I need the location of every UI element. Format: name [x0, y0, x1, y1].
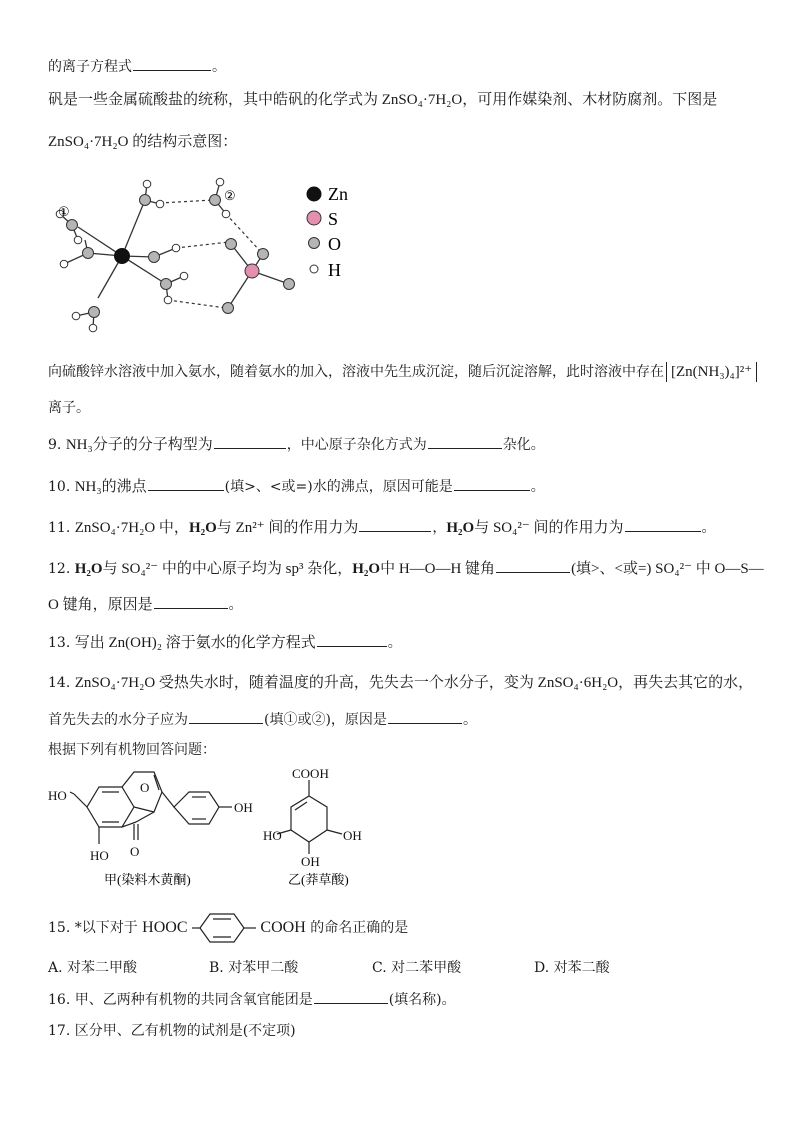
option-a[interactable]: A. 对苯二甲酸 [48, 960, 138, 976]
answer-blank[interactable] [214, 434, 286, 449]
question-12-cont: O 键角，原因是 。 [48, 594, 243, 615]
option-c[interactable]: C. 对二苯甲酸 [372, 960, 462, 976]
marker-2: ② [224, 188, 236, 203]
svg-text:S: S [328, 209, 339, 229]
svg-text:O: O [328, 234, 341, 254]
organic-structures [44, 762, 374, 892]
zinc-atom [114, 248, 130, 264]
organic-intro: 根据下列有机物回答问题： [48, 742, 216, 758]
svg-text:HO: HO [48, 788, 67, 803]
svg-text:COOH: COOH [292, 766, 329, 781]
answer-blank[interactable] [388, 709, 462, 724]
answer-blank[interactable] [314, 989, 388, 1004]
svg-text:OH: OH [301, 854, 320, 869]
answer-blank[interactable] [496, 558, 570, 573]
question-12: 12. H₂O与 SO₄²⁻ 中的中心原子均为 sp³ 杂化，H₂O中 H—O—H 键角 (填>、<或=) SO₄²⁻ 中 O—S— [48, 558, 764, 579]
question-14: 14. ZnSO₄·7H₂O 受热失水时，随着温度的升高，先失去一个水分子，变为 ZnSO₄·6H₂O，再失去其它的水， [48, 675, 754, 691]
option-d[interactable]: D. 对苯二酸 [534, 960, 610, 976]
svg-text:OH: OH [234, 800, 253, 815]
structure-caption: ZnSO₄·7H₂O 的结构示意图： [48, 134, 238, 150]
benzene-ring-icon [192, 912, 256, 944]
question-9: 9. NH₃分子的分子构型为 ，中心原子杂化方式为 杂化。 [48, 434, 545, 455]
question-14-cont: 首先失去的水分子应为 (填①或②)，原因是 。 [48, 709, 477, 730]
answer-blank[interactable] [359, 517, 431, 532]
ion-word: 离子。 [48, 400, 90, 416]
svg-text:HO: HO [263, 828, 282, 843]
svg-text:H: H [328, 260, 341, 280]
sulfur-atom [245, 264, 259, 278]
svg-text:HO: HO [90, 848, 109, 863]
q15-options [48, 957, 748, 981]
question-15: 15. *以下对于 HOOC COOH 的命名正确的是 [48, 912, 408, 944]
alum-description: 矾是一些金属硫酸盐的统称，其中皓矾的化学式为 ZnSO₄·7H₂O，可用作媒染剂、木材防腐剂。下图是 [48, 92, 718, 108]
zinc-sulfate-structure-diagram [48, 170, 368, 345]
answer-blank[interactable] [148, 476, 224, 491]
svg-text:Zn: Zn [328, 184, 348, 204]
compound-a-label: 甲(染料木黄酮) [104, 872, 191, 887]
svg-text:O: O [140, 780, 150, 795]
answer-blank[interactable] [317, 632, 387, 647]
ammonia-description: 向硫酸锌水溶液中加入氨水，随着氨水的加入，溶液中先生成沉淀，随后沉淀溶解，此时溶液中存在 [Zn(NH₃)₄]²⁺ [48, 362, 757, 382]
question-16: 16. 甲、乙两种有机物的共同含氧官能团是 (填名称)。 [48, 989, 456, 1010]
compound-b-label: 乙(莽草酸) [288, 872, 349, 887]
answer-blank[interactable] [133, 56, 211, 71]
answer-blank[interactable] [428, 434, 502, 449]
svg-text:OH: OH [343, 828, 362, 843]
answer-blank[interactable] [154, 594, 228, 609]
question-13: 13. 写出 Zn(OH)₂ 溶于氨水的化学方程式 。 [48, 632, 402, 653]
question-10: 10. NH₃的沸点 (填>、<或=)水的沸点，原因可能是 。 [48, 476, 545, 497]
svg-text:O: O [130, 844, 140, 859]
option-b[interactable]: B. 对苯甲二酸 [209, 960, 299, 976]
question-11: 11. ZnSO₄·7H₂O 中，H₂O与 Zn²⁺ 间的作用力为 ，H₂O与 SO₄²⁻ 间的作用力为 。 [48, 517, 716, 538]
question-17: 17. 区分甲、乙有机物的试剂是(不定项) [48, 1023, 296, 1039]
marker-1: ① [58, 204, 70, 219]
answer-blank[interactable] [625, 517, 701, 532]
answer-blank[interactable] [454, 476, 530, 491]
answer-blank[interactable] [189, 709, 263, 724]
atom-legend [307, 184, 349, 280]
answer-line-ionic-equation: 的离子方程式 。 [48, 56, 226, 77]
